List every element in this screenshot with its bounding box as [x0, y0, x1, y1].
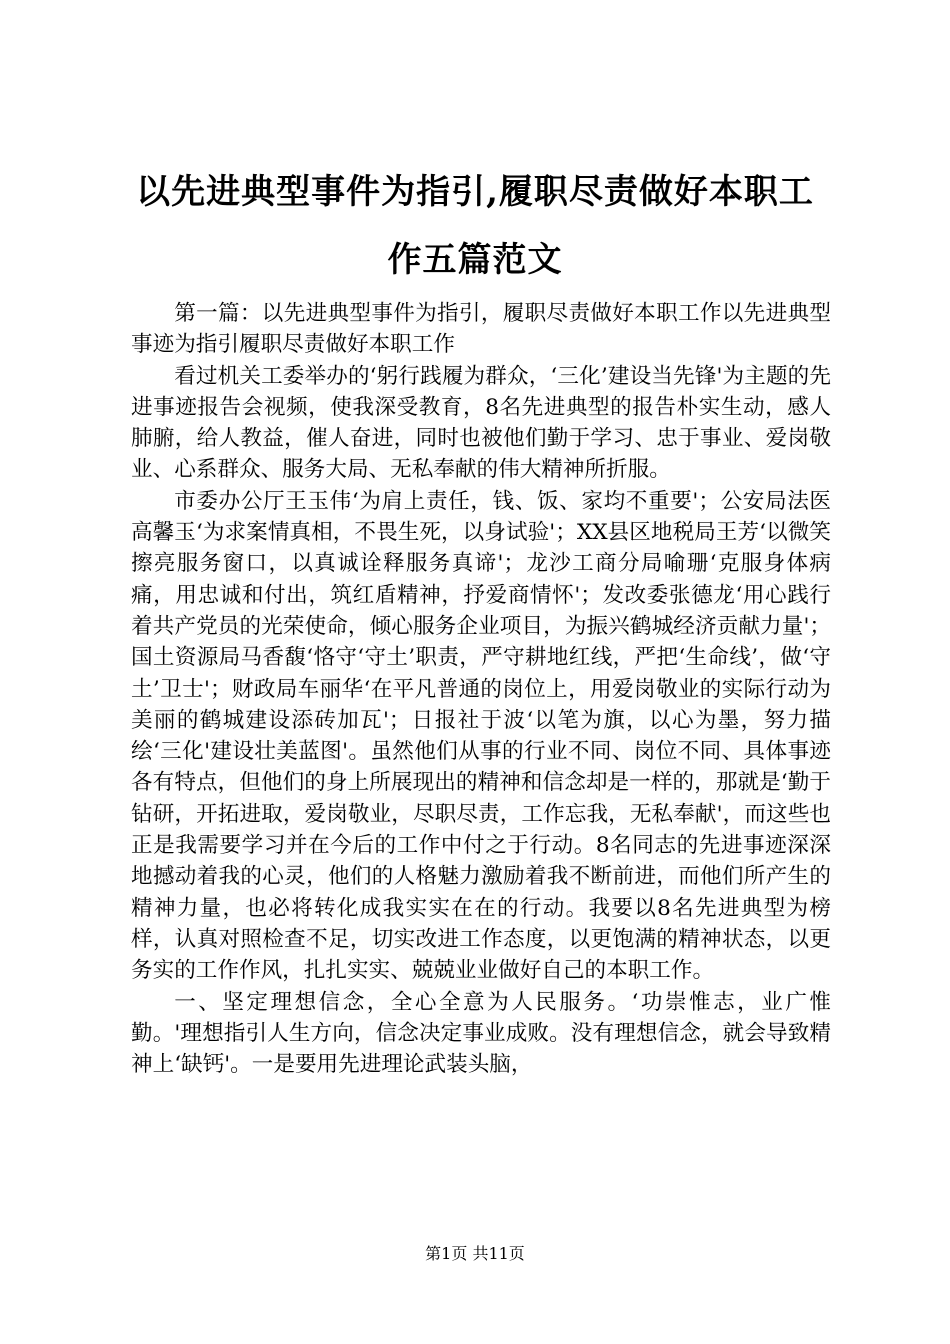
paragraph-1: 第一篇：以先进典型事件为指引，履职尽责做好本职工作以先进典型事迹为指引履职尽责做好本职工作 [131, 301, 831, 358]
paragraph-3: 市委办公厅王玉伟‘为肩上责任，钱、饭、家均不重要'；公安局法医高馨玉‘为求案情真相，不畏生死，以身试验'；XX县区地税局王芳‘以微笑擦亮服务窗口，以真诚诠释服务真谛'；龙沙工商分局喻珊‘克服身体病痛，用忠诚和付出，筑红盾精神，抒爱商情怀'；发改委张德龙‘用心践行着共产党员的光荣使命，倾心服务企业项目，为振兴鹤城经济贡献力量'；国土资源局马香馥‘恪守‘守土’职责，严守耕地红线，严把‘生命线’，做‘守土’卫士'；财政局车丽华‘在平凡普通的岗位上，用爱岗敬业的实际行动为美丽的鹤城建设添砖加瓦'；日报社于波‘以笔为旗，以心为墨，努力描绘‘三化'建设壮美蓝图'。虽然他们从事的行业不同、岗位不同、具体事迹各有特点，但他们的身上所展现出的精神和信念却是一样的，那就是‘勤于钻研，开拓进取，爱岗敬业，尽职尽责，工作忘我，无私奉献'，而这些也正是我需要学习并在今后的工作中付之于行动。8名同志的先进事迹深深地撼动着我的心灵，他们的人格魅力激励着我不断前进，而他们所产生的精神力量，也必将转化成我实实在在的行动。我要以8名先进典型为榜样，认真对照检查不足，切实改进工作态度，以更饱满的精神状态，以更务实的工作作风，扎扎实实、兢兢业业做好自己的本职工作。 [131, 488, 831, 984]
paragraph-2: 看过机关工委举办的‘躬行践履为群众，‘三化’建设当先锋'为主题的先进事迹报告会视频，使我深受教育，8名先进典型的报告朴实生动，感人肺腑，给人教益，催人奋进，同时也被他们勤于学习、忠于事业、爱岗敬业、心系群众、服务大局、无私奉献的伟大精神所折服。 [131, 363, 831, 483]
paragraph-4: 一、坚定理想信念，全心全意为人民服务。‘功崇惟志，业广惟勤。'理想指引人生方向，信念决定事业成败。没有理想信念，就会导致精神上‘缺钙'。一是要用先进理论武装头脑， [131, 989, 831, 1078]
page-footer: 第1页 共11页 [425, 1244, 525, 1263]
document-title: 以先进典型事件为指引,履职尽责做好本职工作五篇范文 [136, 172, 814, 280]
document-body [131, 298, 831, 1080]
